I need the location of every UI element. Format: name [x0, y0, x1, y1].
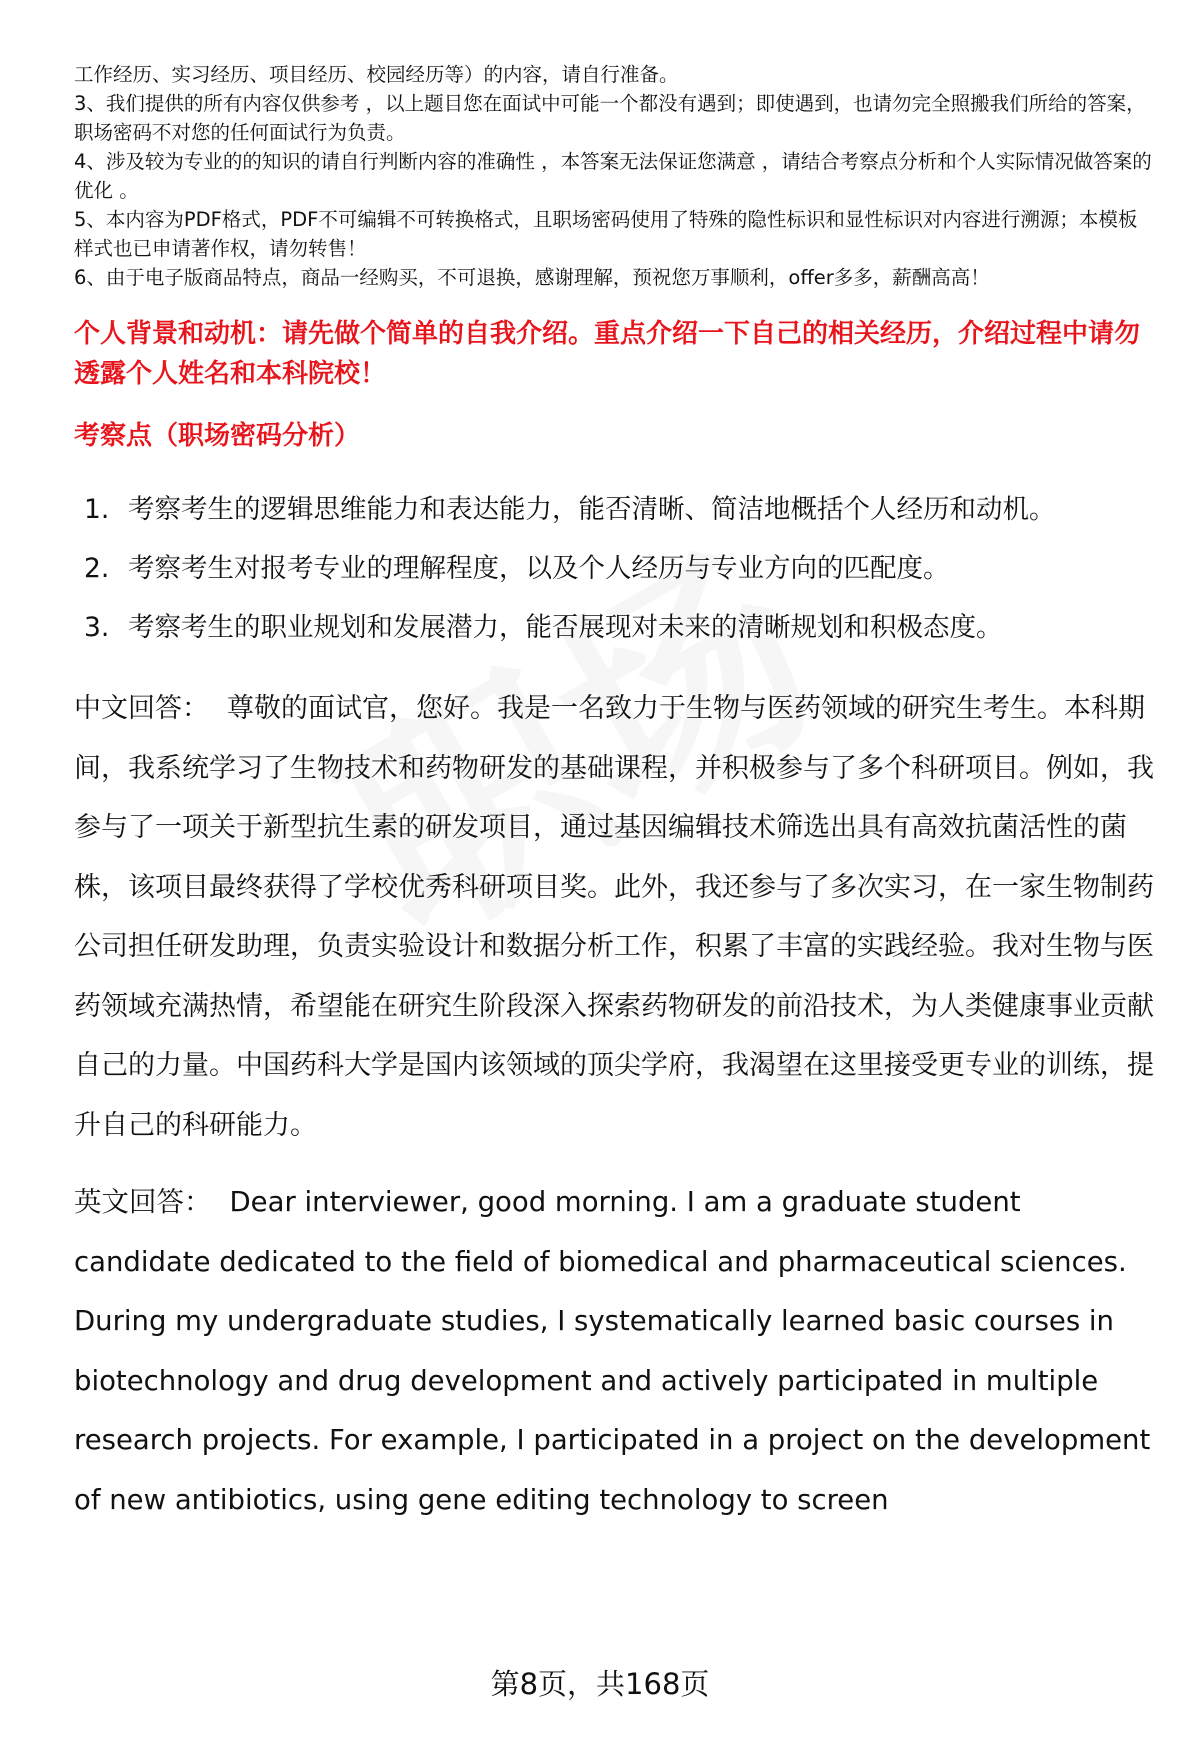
english-answer-text: Dear interviewer, good morning. I am a graduate student candidate dedicated to the field of biomedical and pharmaceutical sciences. During my undergraduate studies, I systematically learned basic courses in biotechnology and drug development and actively participated in multiple research projects. For example, I participated in a project on the development of new antibiotics, using gene editing technology to screen — [74, 1186, 1151, 1516]
list-item-number: 1. — [84, 494, 110, 525]
list-item — [74, 480, 1154, 539]
points-list — [74, 480, 1154, 657]
points-heading: 考察点（职场密码分析） — [74, 421, 361, 451]
list-item-text: 考察考生的逻辑思维能力和表达能力，能否清晰、简洁地概括个人经历和动机。 — [128, 494, 1056, 525]
list-item-text: 考察考生的职业规划和发展潜力，能否展现对未来的清晰规划和积极态度。 — [128, 612, 1003, 643]
page-number: 第8页，共168页 — [490, 1667, 710, 1701]
document-page — [74, 60, 1154, 1530]
chinese-answer-label: 中文回答： — [74, 693, 209, 724]
chinese-answer-text: 尊敬的面试官，您好。我是一名致力于生物与医药领域的研究生考生。本科期间，我系统学习了生物技术和药物研发的基础课程，并积极参与了多个科研项目。例如，我参与了一项关于新型抗生素的研发项目，通过基因编辑技术筛选出具有高效抗菌活性的菌株，该项目最终获得了学校优秀科研项目奖。此外，我还参与了多次实习，在一家生物制药公司担任研发助理，负责实验设计和数据分析工作，积累了丰富的实践经验。我对生物与医药领域充满热情，希望能在研究生阶段深入探索药物研发的前沿技术，为人类健康事业贡献自己的力量。中国药科大学是国内该领域的顶尖学府，我渴望在这里接受更专业的训练，提升自己的科研能力。 — [74, 693, 1154, 1141]
list-item-text: 考察考生对报考专业的理解程度，以及个人经历与专业方向的匹配度。 — [128, 553, 950, 584]
list-item-number: 3. — [84, 612, 110, 643]
chinese-answer — [74, 679, 1154, 1155]
english-answer — [74, 1173, 1154, 1530]
notice-item: 4、涉及较为专业的的知识的请自行判断内容的准确性 ，本答案无法保证您满意 ，请结合考察点分析和个人实际情况做答案的优化 。 — [74, 150, 1152, 202]
notice-item: 3、我们提供的所有内容仅供参考 ，以上题目您在面试中可能一个都没有遇到；即使遇到，也请勿完全照搬我们所给的答案，职场密码不对您的任何面试行为负责。 — [74, 92, 1146, 144]
list-item-number: 2. — [84, 553, 110, 584]
notice-list — [74, 60, 1154, 292]
notice-item: 工作经历、实习经历、项目经历、校园经历等）的内容，请自行准备。 — [74, 63, 679, 86]
list-item — [74, 598, 1154, 657]
notice-item: 6、由于电子版商品特点，商品一经购买，不可退换，感谢理解，预祝您万事顺利，offer多多，薪酬高高！ — [74, 266, 990, 289]
list-item — [74, 539, 1154, 598]
notice-item: 5、本内容为PDF格式，PDF不可编辑不可转换格式，且职场密码使用了特殊的隐性标识和显性标识对内容进行溯源；本模板样式也已申请著作权，请勿转售！ — [74, 208, 1138, 260]
question-heading: 个人背景和动机：请先做个简单的自我介绍。重点介绍一下自己的相关经历，介绍过程中请勿透露个人姓名和本科院校！ — [74, 319, 1141, 389]
english-answer-label: 英文回答： — [74, 1186, 212, 1218]
